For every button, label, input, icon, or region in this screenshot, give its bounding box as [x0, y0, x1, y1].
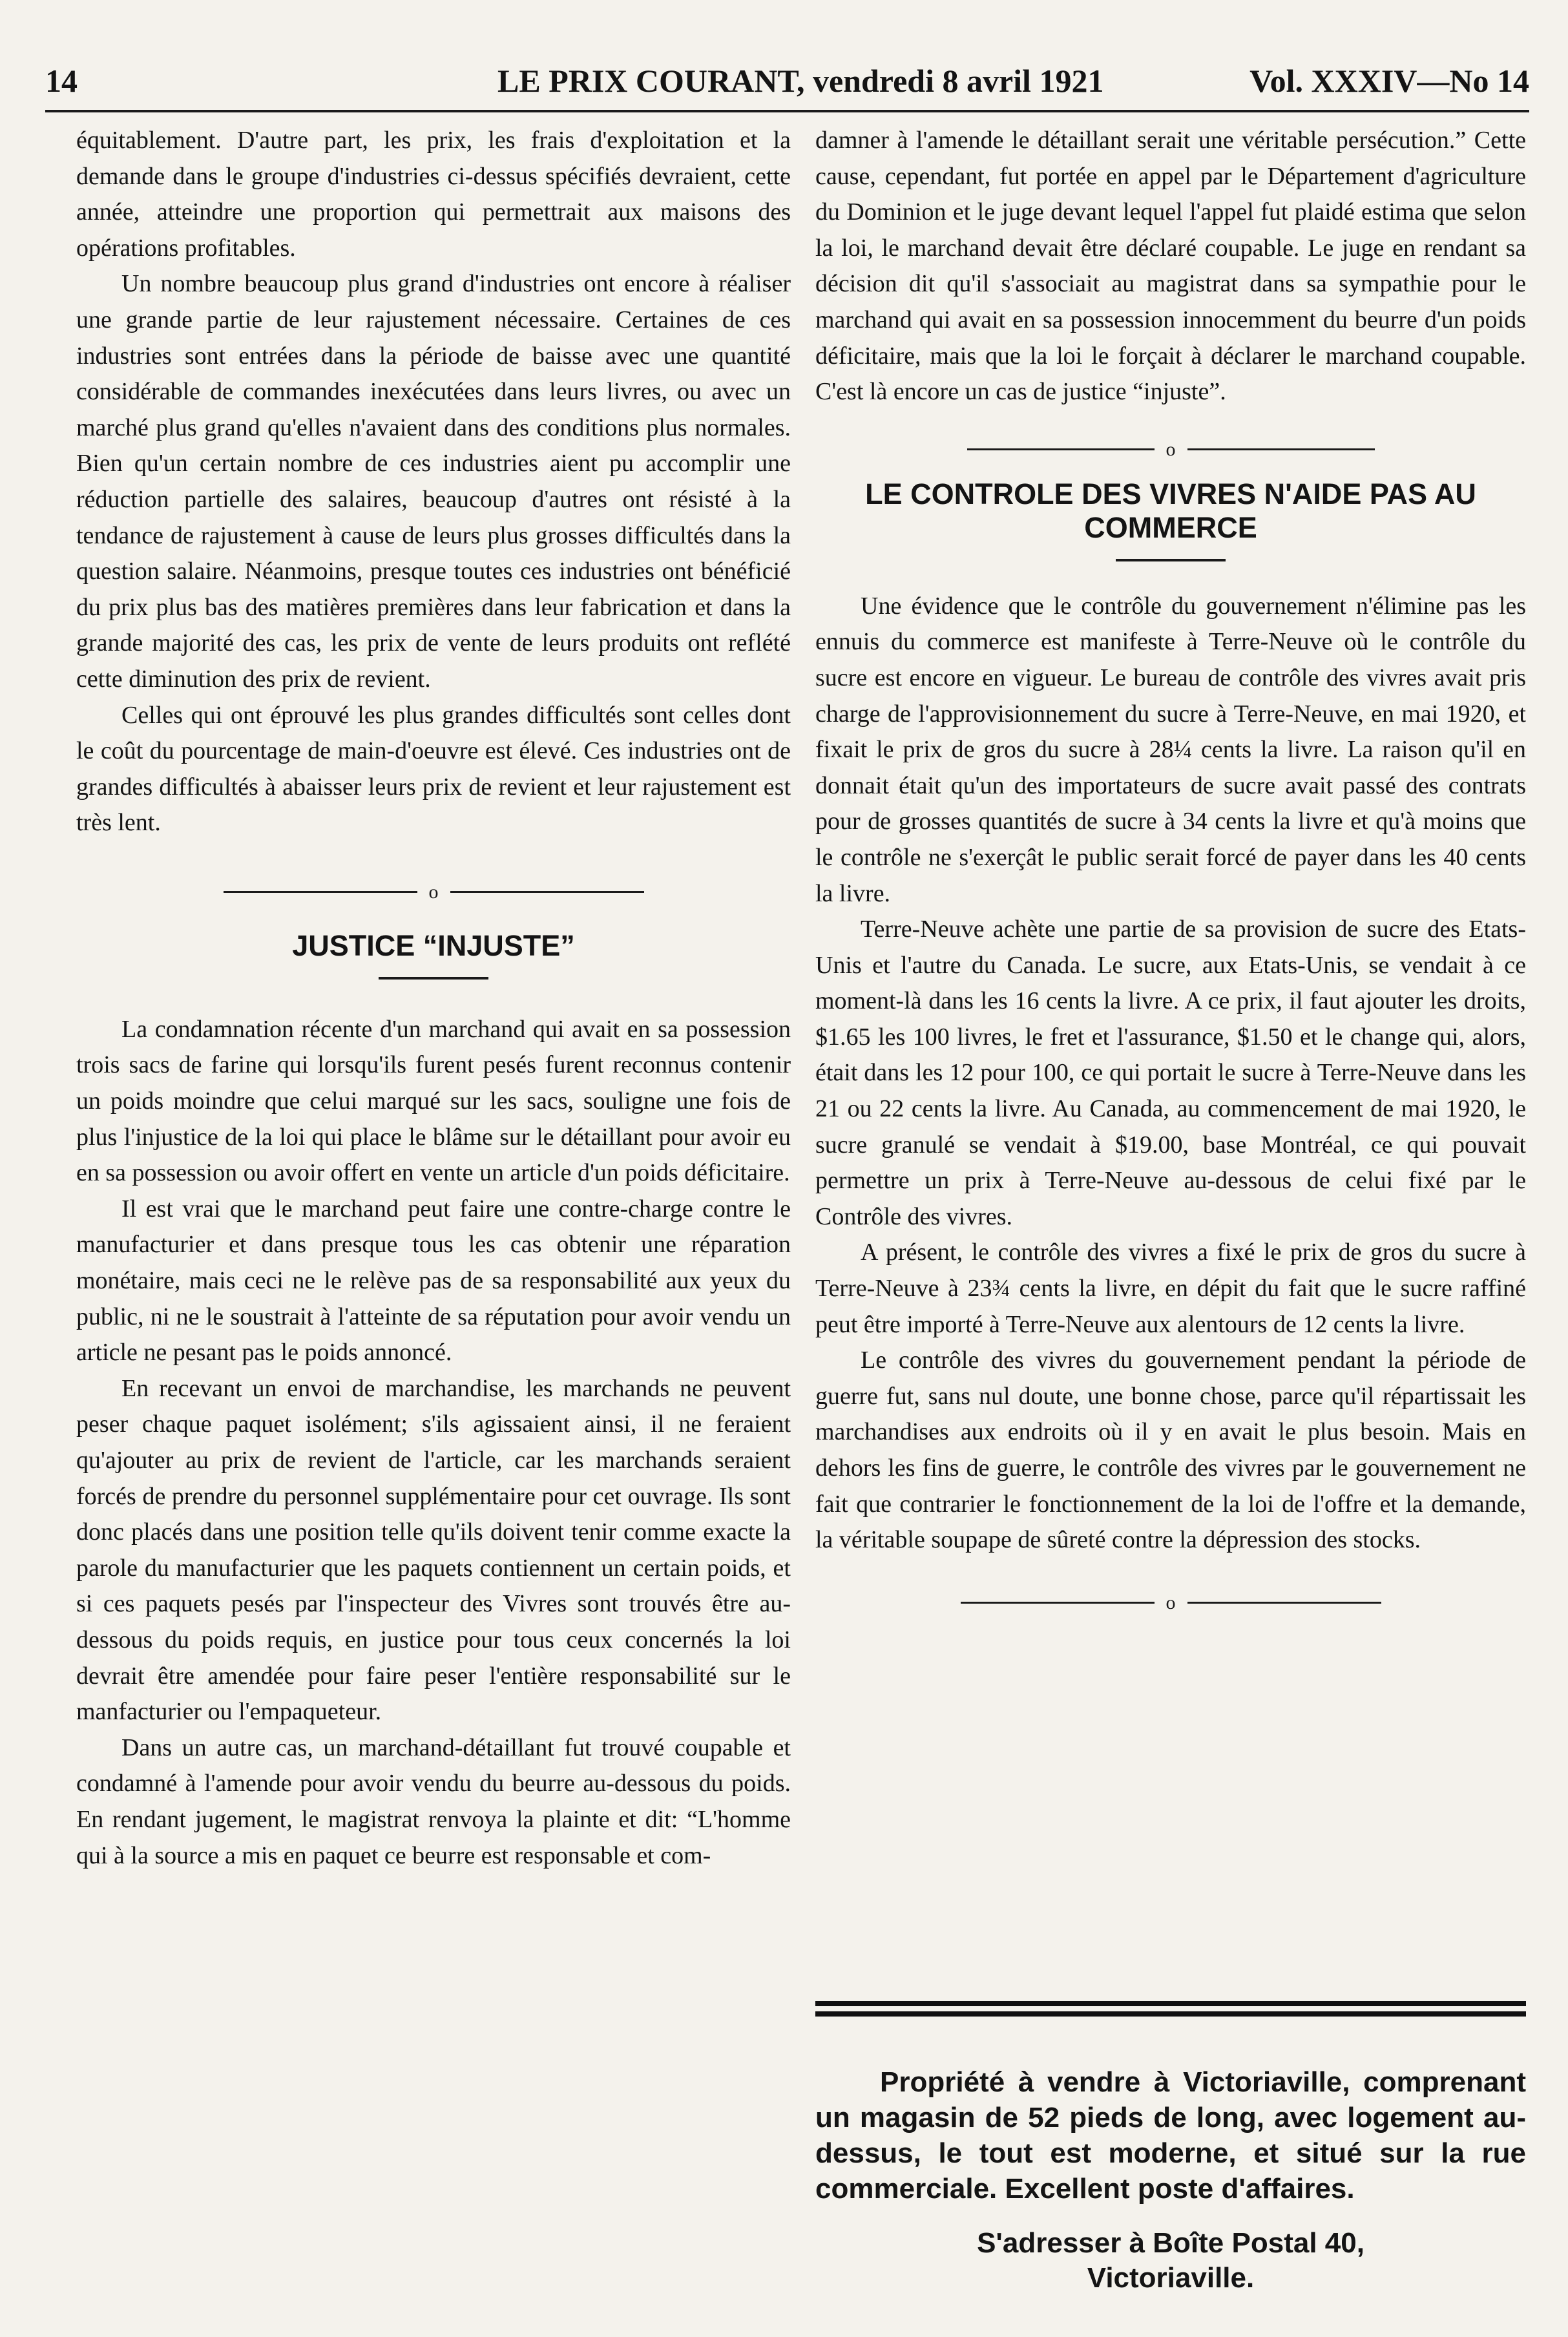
headline-line: COMMERCE: [1084, 510, 1257, 544]
advertisement-border: [815, 2001, 1526, 2022]
separator-mark: o: [428, 881, 439, 903]
ad-address-line: S'adresser à Boîte Postal 40,: [977, 2227, 1364, 2259]
volume-number: Vol. XXXIV—No 14: [1249, 63, 1529, 99]
headline-rule: [379, 977, 488, 980]
article-paragraph: Un nombre beaucoup plus grand d'industries ont encore à réaliser une grande partie de leur rajustement nécessaire. Certaines de ces industries sont entrées dans la période de baisse avec une quantité considérable de commandes inexécutées dans leurs livres, ou avec un marché plus grand qu'elles n'avaient dans des conditions plus normales. Bien qu'un certain nombre de ces industries aient pu accomplir une réduction partielle des salaires, beaucoup d'autres ont résisté à la tendance de rajustement à cause de leurs plus grosses difficultés dans la question salaire. Néanmoins, presque toutes ces industries ont bénéficié du prix plus bas des matières premières dans leur fabrication et dans la grande majorité des cas, les prix de vente de leurs produits ont reflété cette diminution des prix de revient.: [76, 270, 791, 693]
ad-address-line: Victoriaville.: [1087, 2262, 1255, 2294]
left-column: [76, 123, 791, 1874]
justice-headline: JUSTICE “INJUSTE”: [292, 928, 575, 962]
ad-body: Propriété à vendre à Victoriaville, comprenant un magasin de 52 pieds de long, avec logement au-dessus, le tout est moderne, et situé sur la rue commerciale. Excellent poste d'affaires.: [815, 2066, 1526, 2205]
article-paragraph: Le contrôle des vivres du gouvernement pendant la période de guerre fut, sans nul doute, une bonne chose, parce qu'il répartissait les marchandises aux endroits où il y en avait le plus besoin. Mais en dehors les fins de guerre, le contrôle des vivres par le gouvernement ne fait que contrarier le fonctionnement de la loi de l'offre et la demande, la véritable soupape de sûreté contre la dépression des stocks.: [815, 1347, 1526, 1554]
separator-line: [1187, 448, 1375, 450]
running-header: [45, 52, 1529, 112]
separator-line: [967, 448, 1155, 450]
end-separator: [815, 1592, 1526, 1614]
article-paragraph: Terre-Neuve achète une partie de sa provision de sucre des Etats-Unis et l'autre du Canada. Le sucre, aux Etats-Unis, se vendait à ce moment-là dans les 16 cents la livre. A ce prix, il faut ajouter les droits, $1.65 les 100 livres, le fret et l'assurance, $1.50 et le change qui, alors, était dans les 12 pour 100, ce qui portait le sucre à Terre-Neuve dans les 21 ou 22 cents la livre. Au Canada, au commencement de mai 1920, le sucre granulé se vendait à $19.00, base Montréal, ce qui pouvait permettre un prix à Terre-Neuve au-dessous de celui fixé par le Contrôle des vivres.: [815, 916, 1526, 1230]
article-paragraph: Dans un autre cas, un marchand-détaillant fut trouvé coupable et condamné à l'amende pour avoir vendu du beurre au-dessous du poids. En rendant jugement, le magistrat renvoya la plainte et dit: “L'homme qui à la source a mis en paquet ce beurre est responsable et com-: [76, 1734, 791, 1869]
ad-address: [815, 2226, 1526, 2296]
article-paragraph: équitablement. D'autre part, les prix, les frais d'exploitation et la demande dans le groupe d'industries ci-dessus spécifiés devraient, cette année, atteindre une proportion qui permettrait aux maisons des opérations profitables.: [76, 127, 791, 262]
section-separator: [815, 439, 1526, 461]
article-paragraph: Celles qui ont éprouvé les plus grandes difficultés sont celles dont le coût du pourcentage de main-d'oeuvre est élevé. Ces industries ont de grandes difficultés à abaisser leurs prix de revient et leur rajustement est très lent.: [76, 701, 791, 837]
article-paragraph: damner à l'amende le détaillant serait une véritable persécution.” Cette cause, cependant, fut portée en appel par le Département d'agriculture du Dominion et le juge devant lequel l'appel fut plaidé estima que selon la loi, le marchand devait être déclaré coupable. Le juge en rendant sa décision dit qu'il s'associait au magistrat dans sa sympathie pour le marchand qui avait en sa possession innocemment du beurre d'un poids déficitaire, mais que la loi le forçait à déclarer le marchand coupable. C'est là encore un cas de justice “injuste”.: [815, 127, 1526, 406]
page-number: 14: [45, 63, 78, 99]
separator-mark: o: [1166, 1591, 1176, 1613]
article-paragraph: Il est vrai que le marchand peut faire une contre-charge contre le manufacturier et dans presque tous les cas obtenir une réparation monétaire, mais ceci ne le relève pas de sa responsabilité aux yeux du public, ni ne le soustrait à l'atteinte de sa réputation pour avoir vendu un article ne pesant pas le poids annoncé.: [76, 1195, 791, 1367]
section-separator: [76, 881, 791, 903]
border-rule: [815, 2001, 1526, 2006]
controle-headline: [815, 477, 1526, 545]
masthead: LE PRIX COURANT, vendredi 8 avril 1921: [497, 63, 1104, 99]
article-paragraph: En recevant un envoi de marchandise, les marchands ne peuvent peser chaque paquet isolément; s'ils agissaient ainsi, il ne feraient qu'ajouter au prix de revient de l'article, car les marchands seraient forcés de prendre du personnel supplémentaire pour cet ouvrage. Ils sont donc placés dans une position telle qu'ils doivent tenir comme exacte la parole du manufacturier que les paquets contiennent un certain poids, et si ces paquets pesés par l'inspecteur des Vivres sont trouvés être au-dessous du poids requis, en justice pour tous ceux concernés la loi devrait être amendée pour faire peser l'entière responsabilité sur le manfacturier ou l'empaqueteur.: [76, 1374, 791, 1726]
article-paragraph: A présent, le contrôle des vivres a fixé le prix de gros du sucre à Terre-Neuve à 23¾ cents la livre, en dépit du fait que le sucre raffiné peut être importé à Terre-Neuve aux alentours de 12 cents la livre.: [815, 1239, 1526, 1338]
separator-mark: o: [1166, 438, 1176, 460]
article-paragraph: La condamnation récente d'un marchand qui avait en sa possession trois sacs de farine qui lorsqu'ils furent pesés furent reconnus contenir un poids moindre que celui marqué sur les sacs, souligne une fois de plus l'injustice de la loi qui place le blâme sur le détaillant pour avoir eu en sa possession ou avoir offert en vente un article d'un poids déficitaire.: [76, 1015, 791, 1187]
separator-line: [961, 1602, 1155, 1604]
separator-line: [224, 891, 417, 893]
headline-rule: [1116, 559, 1226, 561]
border-rule: [815, 2011, 1526, 2017]
separator-line: [1187, 1602, 1381, 1604]
separator-line: [450, 891, 644, 893]
article-paragraph: Une évidence que le contrôle du gouvernement n'élimine pas les ennuis du commerce est manifeste à Terre-Neuve où le contrôle du sucre est encore en vigueur. Le bureau de contrôle des vivres avait pris charge de l'approvisionnement du sucre à Terre-Neuve, en mai 1920, et fixait le prix de gros du sucre à 28¼ cents la livre. La raison qu'il en donnait était qu'un des importateurs de sucre avait passé des contrats pour de grosses quantités de sucre à 34 cents la livre et qu'à moins que le contrôle ne s'exerçât le public serait forcé de payer dans les 40 cents la livre.: [815, 592, 1526, 907]
headline-line: LE CONTROLE DES VIVRES N'AIDE PAS AU: [865, 477, 1476, 510]
right-column: [815, 123, 1526, 1614]
classified-advertisement: [815, 2064, 1526, 2296]
